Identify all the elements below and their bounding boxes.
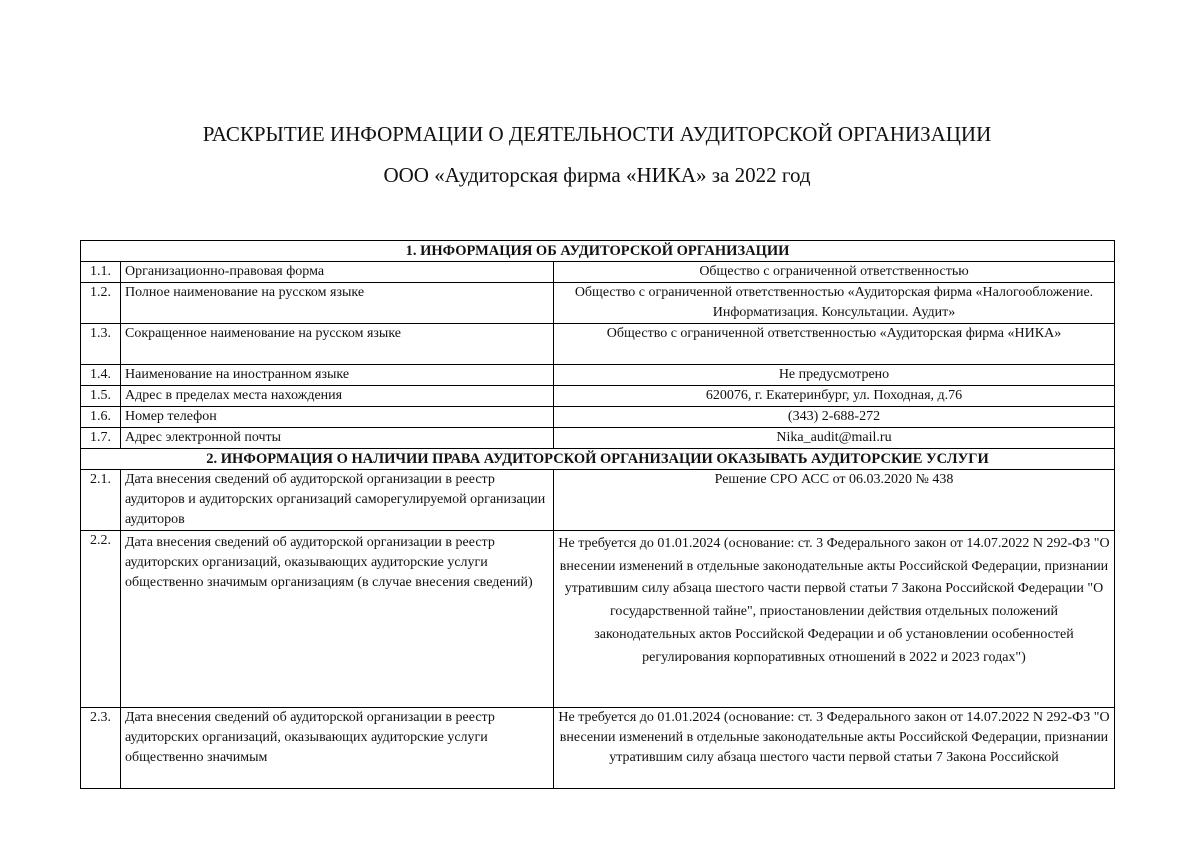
section-2-heading-row bbox=[81, 449, 1115, 470]
table-row bbox=[81, 428, 1115, 449]
row-value: Решение СРО АСС от 06.03.2020 № 438 bbox=[554, 470, 1115, 531]
row-number: 2.1. bbox=[81, 470, 121, 531]
row-value: 620076, г. Екатеринбург, ул. Походная, д.76 bbox=[554, 386, 1115, 407]
table-row bbox=[81, 283, 1115, 324]
row-label: Организационно-правовая форма bbox=[121, 262, 554, 283]
row-label: Адрес электронной почты bbox=[121, 428, 554, 449]
section-1-heading: 1. ИНФОРМАЦИЯ ОБ АУДИТОРСКОЙ ОРГАНИЗАЦИИ bbox=[81, 241, 1115, 262]
row-number: 1.7. bbox=[81, 428, 121, 449]
document-subtitle: ООО «Аудиторская фирма «НИКА» за 2022 год bbox=[383, 163, 811, 187]
table-row bbox=[81, 708, 1115, 789]
table-row bbox=[81, 407, 1115, 428]
row-label: Дата внесения сведений об аудиторской организации в реестр аудиторов и аудиторских организаций саморегулируемой организации аудиторов bbox=[121, 470, 554, 531]
row-label: Адрес в пределах места нахождения bbox=[121, 386, 554, 407]
row-label: Сокращенное наименование на русском языке bbox=[121, 324, 554, 365]
row-number: 1.1. bbox=[81, 262, 121, 283]
row-number: 1.5. bbox=[81, 386, 121, 407]
row-label: Наименование на иностранном языке bbox=[121, 365, 554, 386]
disclosure-table bbox=[80, 240, 1115, 789]
row-number: 2.2. bbox=[81, 531, 121, 708]
row-number: 1.6. bbox=[81, 407, 121, 428]
section-1-heading-row bbox=[81, 241, 1115, 262]
table-row bbox=[81, 470, 1115, 531]
row-value: Не предусмотрено bbox=[554, 365, 1115, 386]
table-row bbox=[81, 262, 1115, 283]
row-label: Дата внесения сведений об аудиторской организации в реестр аудиторских организаций, оказывающих аудиторские услуги общественно значимым организациям (в случае внесения сведений) bbox=[121, 531, 554, 708]
email-value: Nika_audit@mail.ru bbox=[554, 428, 1115, 449]
section-2-heading: 2. ИНФОРМАЦИЯ О НАЛИЧИИ ПРАВА АУДИТОРСКОЙ ОРГАНИЗАЦИИ ОКАЗЫВАТЬ АУДИТОРСКИЕ УСЛУГИ bbox=[81, 449, 1115, 470]
row-label: Полное наименование на русском языке bbox=[121, 283, 554, 324]
row-label: Номер телефон bbox=[121, 407, 554, 428]
row-value: (343) 2-688-272 bbox=[554, 407, 1115, 428]
table-row bbox=[81, 386, 1115, 407]
document-title: РАСКРЫТИЕ ИНФОРМАЦИИ О ДЕЯТЕЛЬНОСТИ АУДИТОРСКОЙ ОРГАНИЗАЦИИ bbox=[202, 122, 992, 146]
table-row bbox=[81, 324, 1115, 365]
row-value: Общество с ограниченной ответственностью «Аудиторская фирма «Налогообложение. Информатизация. Консультации. Аудит» bbox=[554, 283, 1115, 324]
table-row bbox=[81, 531, 1115, 708]
row-number: 1.2. bbox=[81, 283, 121, 324]
row-number: 1.3. bbox=[81, 324, 121, 365]
row-value: Не требуется до 01.01.2024 (основание: ст. 3 Федерального закон от 14.07.2022 N 292-ФЗ "О внесении изменений в отдельные законодательные акты Российской Федерации, признании утратившим силу абзаца шестого части первой статьи 7 Закона Российской Федерации "О государственной тайне", приостановлении действия отдельных положений законодательных актов Российской Федерации и об установлении особенностей регулирования корпоративных отношений в 2022 и 2023 годах") bbox=[554, 531, 1115, 708]
row-label: Дата внесения сведений об аудиторской организации в реестр аудиторских организаций, оказывающих аудиторские услуги общественно значимым bbox=[121, 708, 554, 789]
row-value: Общество с ограниченной ответственностью bbox=[554, 262, 1115, 283]
row-value: Не требуется до 01.01.2024 (основание: ст. 3 Федерального закон от 14.07.2022 N 292-ФЗ "О внесении изменений в отдельные законодательные акты Российской Федерации, признании утратившим силу абзаца шестого части первой статьи 7 Закона Российской bbox=[554, 708, 1115, 789]
table-row bbox=[81, 365, 1115, 386]
row-number: 1.4. bbox=[81, 365, 121, 386]
row-number: 2.3. bbox=[81, 708, 121, 789]
row-value: Общество с ограниченной ответственностью «Аудиторская фирма «НИКА» bbox=[554, 324, 1115, 365]
